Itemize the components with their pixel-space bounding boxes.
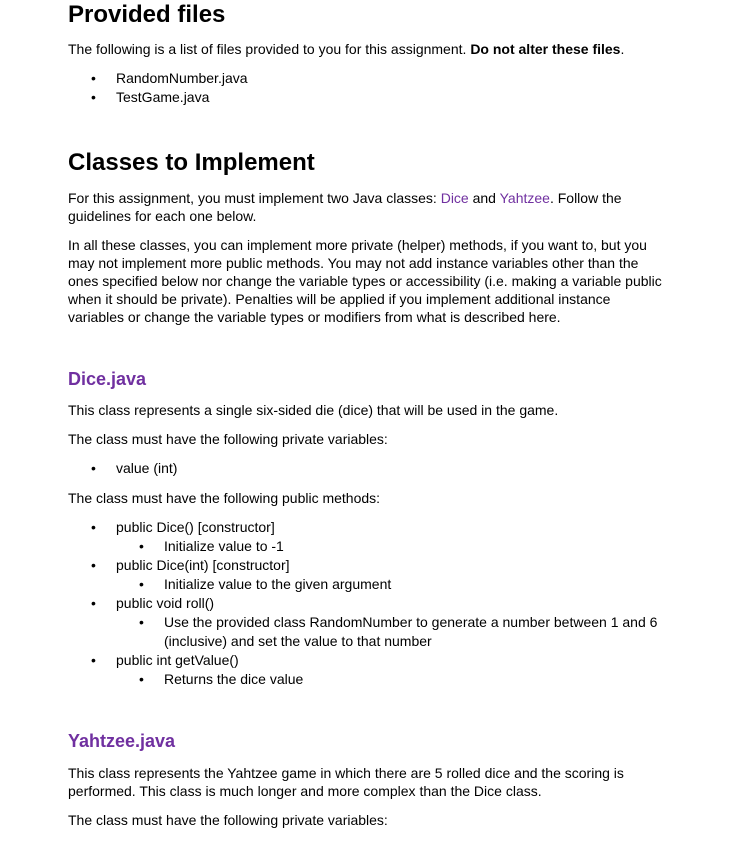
dice-methods-list bbox=[68, 518, 708, 689]
dice-private-vars bbox=[68, 459, 177, 478]
classes-paragraph-1 bbox=[68, 189, 622, 225]
detail-line: (inclusive) and set the value to that number bbox=[164, 633, 432, 649]
p1-text-a: For this assignment, you must implement two Java classes: bbox=[68, 190, 441, 206]
list-item-detail: • Returns the dice value bbox=[116, 670, 708, 689]
list-item-detail: • Initialize value to the given argument bbox=[116, 575, 708, 594]
list-item-method bbox=[68, 651, 708, 689]
yahtzee-link[interactable]: Yahtzee bbox=[499, 190, 550, 206]
intro-text: The following is a list of files provided to you for this assignment. bbox=[68, 41, 471, 57]
p2-line: when it should be private). Penalties will be applied if you implement additional instance bbox=[68, 291, 611, 307]
dice-heading: Dice.java bbox=[68, 369, 147, 389]
yahtzee-description bbox=[68, 764, 624, 800]
p2-line: variables or change the variable types or modifiers from what is described here. bbox=[68, 309, 561, 325]
list-item-variable: • value (int) bbox=[68, 459, 177, 478]
method-signature: public int getValue() bbox=[116, 652, 239, 668]
list-item-file: • TestGame.java bbox=[68, 88, 248, 107]
p2-line: In all these classes, you can implement more private (helper) methods, if you want to, but you bbox=[68, 237, 647, 253]
yahtzee-desc-line: performed. This class is much longer and more complex than the Dice class. bbox=[68, 783, 542, 799]
method-details bbox=[116, 575, 708, 594]
provided-files-intro bbox=[68, 40, 624, 58]
list-item-method bbox=[68, 518, 708, 556]
method-details bbox=[116, 670, 708, 689]
p2-line: may not implement more public methods. You may not add instance variables other than the bbox=[68, 255, 639, 271]
yahtzee-heading: Yahtzee.java bbox=[68, 731, 176, 751]
detail-line: Use the provided class RandomNumber to generate a number between 1 and 6 bbox=[164, 614, 658, 630]
classes-paragraph-2 bbox=[68, 236, 662, 326]
provided-files-heading: Provided files bbox=[68, 1, 226, 28]
method-details bbox=[116, 537, 708, 556]
method-signature: public void roll() bbox=[116, 595, 215, 611]
list-item-method bbox=[68, 594, 708, 651]
method-signature: public Dice() [constructor] bbox=[116, 519, 275, 535]
p1-and: and bbox=[468, 190, 500, 206]
dice-description: This class represents a single six-sided die (dice) that will be used in the game. bbox=[68, 402, 559, 418]
intro-bold: Do not alter these files bbox=[470, 41, 621, 57]
dice-private-intro: The class must have the following private variables: bbox=[68, 431, 388, 447]
provided-files-list bbox=[68, 69, 248, 107]
p1-line-2: guidelines for each one below. bbox=[68, 208, 257, 224]
yahtzee-desc-line: This class represents the Yahtzee game in which there are 5 rolled dice and the scoring is bbox=[68, 765, 624, 781]
classes-heading: Classes to Implement bbox=[68, 149, 315, 176]
dice-public-intro: The class must have the following public methods: bbox=[68, 490, 381, 506]
p1-text-b: . Follow the bbox=[549, 190, 622, 206]
list-item-detail: • Initialize value to -1 bbox=[116, 537, 708, 556]
p2-line: ones specified below nor change the variable types or accessibility (i.e. making a variable public bbox=[68, 273, 662, 289]
list-item-file: • RandomNumber.java bbox=[68, 69, 248, 88]
list-item-detail bbox=[116, 613, 708, 651]
method-signature: public Dice(int) [constructor] bbox=[116, 557, 290, 573]
yahtzee-private-intro: The class must have the following private variables: bbox=[68, 812, 388, 828]
intro-end: . bbox=[620, 41, 625, 57]
list-item-method bbox=[68, 556, 708, 594]
dice-link[interactable]: Dice bbox=[440, 190, 469, 206]
method-details bbox=[116, 613, 708, 651]
